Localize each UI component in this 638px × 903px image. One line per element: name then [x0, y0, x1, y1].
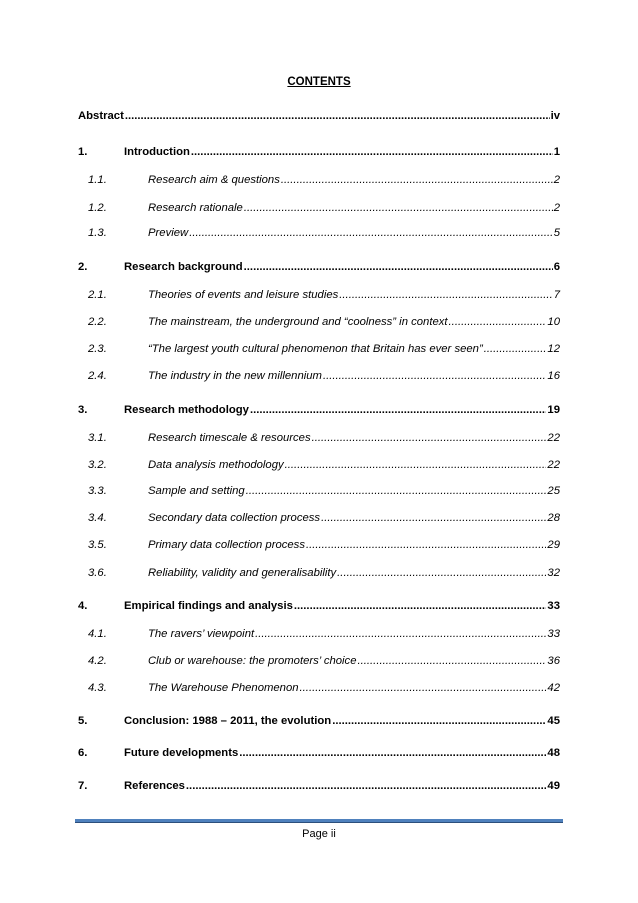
page-number: Page ii	[302, 828, 336, 840]
toc-entry-title: Research rationale	[148, 202, 243, 214]
toc-entry-page: 33	[547, 600, 560, 612]
toc-entry-number: 3.4.	[88, 512, 107, 524]
toc-entry-page: 6	[553, 261, 560, 273]
toc-entry-title: Secondary data collection process	[148, 512, 321, 524]
toc-entry-title: References	[124, 780, 185, 792]
toc-entry-page: 22	[547, 432, 560, 444]
toc-entry-page: 42	[547, 682, 560, 694]
dot-leader	[285, 458, 547, 472]
toc-entry-number: 2.4.	[88, 370, 107, 382]
toc-entry[interactable]	[78, 511, 560, 525]
toc-entry-title: Research background	[124, 261, 243, 273]
toc-entry-number: 7.	[78, 780, 88, 792]
dot-leader	[246, 484, 547, 498]
toc-entry-number: 2.1.	[88, 289, 107, 301]
toc-entry-page: 45	[547, 715, 560, 727]
toc-entry-title: Introduction	[124, 146, 190, 158]
toc-entry-title: “The largest youth cultural phenomenon that Britain has ever seen”	[148, 343, 483, 355]
toc-entry-page: 1	[553, 146, 560, 158]
toc-entry-page: 7	[553, 289, 560, 301]
toc-entry-page: 25	[547, 485, 560, 497]
toc-entry-page: 2	[553, 174, 560, 186]
toc-entry-title: Data analysis methodology	[148, 459, 284, 471]
toc-entry-page: 10	[547, 316, 560, 328]
toc-entry-number: 4.2.	[88, 655, 107, 667]
toc-entry-title: Primary data collection process	[148, 539, 305, 551]
toc-entry[interactable]	[78, 484, 560, 498]
toc-entry-title: The mainstream, the underground and “coolness” in context	[148, 316, 448, 328]
footer-rule	[75, 819, 563, 823]
dot-leader	[337, 566, 546, 580]
dot-leader	[250, 403, 546, 417]
toc-entry-title: Research aim & questions	[148, 174, 280, 186]
toc-title: CONTENTS	[287, 76, 351, 88]
toc-entry-title: The ravers’ viewpoint	[148, 628, 255, 640]
dot-leader	[255, 627, 546, 641]
toc-entry-number: 1.1.	[88, 174, 107, 186]
toc-entry-page: 12	[547, 343, 560, 355]
dot-leader	[300, 681, 547, 695]
dot-leader	[244, 201, 553, 215]
dot-leader	[357, 654, 546, 668]
toc-entry-number: 3.	[78, 404, 88, 416]
toc-entry[interactable]	[78, 342, 560, 356]
toc-entry-page: 33	[547, 628, 560, 640]
toc-entry-page: 49	[547, 780, 560, 792]
dot-leader	[294, 599, 547, 613]
toc-entry-number: 3.3.	[88, 485, 107, 497]
toc-entry-number: 3.6.	[88, 567, 107, 579]
toc-entry-number: 2.	[78, 261, 88, 273]
dot-leader	[339, 288, 552, 302]
toc-entry-page: 19	[547, 404, 560, 416]
toc-entry-number: 5.	[78, 715, 88, 727]
dot-leader	[449, 315, 547, 329]
dot-leader	[312, 431, 547, 445]
toc-entry[interactable]	[78, 566, 560, 580]
toc-entry[interactable]	[78, 681, 560, 695]
toc-entry-page: 48	[547, 747, 560, 759]
toc-entry-page: 5	[553, 227, 560, 239]
toc-entry-title: Reliability, validity and generalisability	[148, 567, 337, 579]
toc-entry-number: 3.5.	[88, 539, 107, 551]
dot-leader	[323, 369, 546, 383]
toc-entry-title: The industry in the new millennium	[148, 370, 322, 382]
toc-entry[interactable]	[78, 654, 560, 668]
toc-entry-page: 36	[547, 655, 560, 667]
dot-leader	[189, 226, 553, 240]
toc-entry[interactable]	[78, 145, 560, 159]
dot-leader	[281, 173, 553, 187]
toc-entry[interactable]	[78, 173, 560, 187]
dot-leader	[321, 511, 546, 525]
toc-entry-number: 1.3.	[88, 227, 107, 239]
toc-entry-title: Research timescale & resources	[148, 432, 311, 444]
toc-entry-title: Theories of events and leisure studies	[148, 289, 339, 301]
toc-entry[interactable]	[78, 260, 560, 274]
toc-entry[interactable]	[78, 627, 560, 641]
toc-entry-title: Future developments	[124, 747, 239, 759]
toc-entry-page: 28	[547, 512, 560, 524]
toc-entry-title: Preview	[148, 227, 189, 239]
toc-entry-title: Empirical findings and analysis	[124, 600, 293, 612]
toc-entry-page: iv	[550, 110, 560, 122]
toc-entry[interactable]	[78, 201, 560, 215]
toc-entry-number: 3.2.	[88, 459, 107, 471]
toc-entry-number: 1.2.	[88, 202, 107, 214]
toc-entry-title: Conclusion: 1988 – 2011, the evolution	[124, 715, 332, 727]
toc-entry-number: 4.	[78, 600, 88, 612]
toc-entry-page: 29	[547, 539, 560, 551]
toc-entry-title: Club or warehouse: the promoters’ choice	[148, 655, 357, 667]
toc-entry[interactable]	[78, 403, 560, 417]
toc-entry-page: 32	[547, 567, 560, 579]
dot-leader	[244, 260, 553, 274]
dot-leader	[239, 746, 546, 760]
toc-entry-title: The Warehouse Phenomenon	[148, 682, 299, 694]
dot-leader	[191, 145, 553, 159]
toc-entry-page: 22	[547, 459, 560, 471]
toc-entry-title: Abstract	[78, 110, 124, 122]
dot-leader	[306, 538, 546, 552]
toc-entry[interactable]	[78, 714, 560, 728]
toc-entry-number: 4.1.	[88, 628, 107, 640]
dot-leader	[484, 342, 547, 356]
toc-entry[interactable]	[78, 315, 560, 329]
dot-leader	[186, 779, 547, 793]
toc-entry-title: Research methodology	[124, 404, 249, 416]
toc-entry[interactable]	[78, 779, 560, 793]
toc-entry[interactable]	[78, 288, 560, 302]
toc-entry[interactable]	[78, 226, 560, 240]
toc-entry-number: 4.3.	[88, 682, 107, 694]
toc-entry[interactable]	[78, 369, 560, 383]
toc-entry-number: 1.	[78, 146, 88, 158]
toc-entry-page: 2	[553, 202, 560, 214]
toc-entry-page: 16	[547, 370, 560, 382]
toc-entry-number: 6.	[78, 747, 88, 759]
toc-entry[interactable]	[78, 458, 560, 472]
toc-entry-title: Sample and setting	[148, 485, 245, 497]
dot-leader	[125, 109, 550, 123]
toc-entry[interactable]	[78, 538, 560, 552]
toc-entry-number: 3.1.	[88, 432, 107, 444]
toc-entry[interactable]	[78, 746, 560, 760]
toc-entry[interactable]	[78, 109, 560, 123]
dot-leader	[332, 714, 546, 728]
toc-entry[interactable]	[78, 431, 560, 445]
toc-entry[interactable]	[78, 599, 560, 613]
toc-entry-number: 2.2.	[88, 316, 107, 328]
toc-entry-number: 2.3.	[88, 343, 107, 355]
